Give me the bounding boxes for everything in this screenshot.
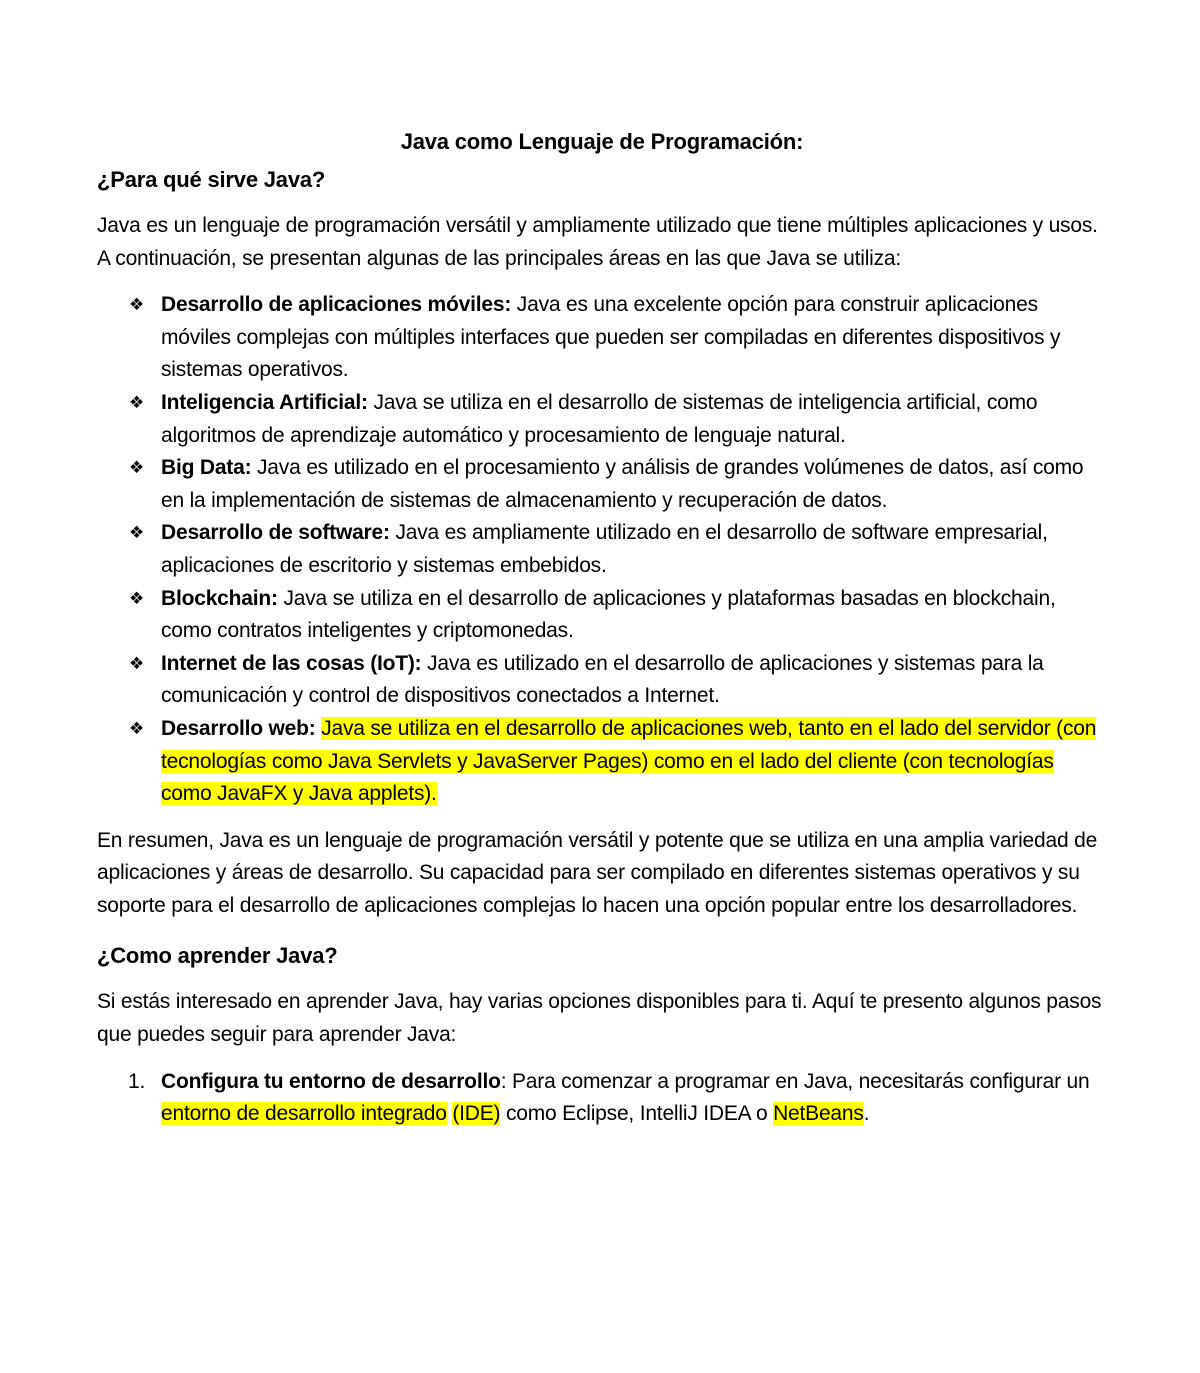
diamond-bullet-icon: ❖ — [129, 458, 145, 479]
diamond-bullet-icon: ❖ — [129, 588, 145, 609]
list-item — [129, 517, 1107, 582]
item-label: Desarrollo web: — [161, 716, 316, 740]
list-item — [129, 289, 1107, 387]
item-text: Java es utilizado en el desarrollo de aplicaciones y sistemas para la comunicación y control de dispositivos conectados a Internet. — [161, 651, 1044, 708]
item-label: Big Data: — [161, 456, 252, 480]
step-text: . — [863, 1102, 870, 1126]
highlighted-text: entorno de desarrollo integrado — [161, 1102, 447, 1126]
item-text: Java es una excelente opción para construir aplicaciones móviles complejas con múltiples interfaces que pueden ser compiladas en diferentes dispositivos y sistemas operativos. — [161, 293, 1061, 382]
list-item — [129, 713, 1107, 811]
section-heading-para-que: ¿Para qué sirve Java? — [97, 167, 326, 192]
document-title: Java como Lenguaje de Programación: — [400, 129, 804, 154]
steps-list — [97, 1066, 1107, 1131]
step-number: 1. — [128, 1069, 146, 1093]
item-label: Internet de las cosas (IoT): — [161, 651, 422, 675]
step-text: : Para comenzar a programar en Java, necesitarás configurar un — [500, 1069, 1090, 1093]
item-text: Java se utiliza en el desarrollo de sistemas de inteligencia artificial, como algoritmos de aprendizaje automático y procesamiento de lenguaje natural. — [161, 390, 1038, 447]
areas-list — [97, 289, 1107, 811]
highlighted-text: NetBeans — [773, 1102, 864, 1126]
highlighted-text: (IDE) — [452, 1102, 501, 1126]
summary-paragraph: En resumen, Java es un lenguaje de programación versátil y potente que se utiliza en una amplia variedad de aplicaciones y áreas de desarrollo. Su capacidad para ser compilado en diferentes sistemas operativos y su soporte para el desarrollo de aplicaciones complejas lo hacen una opción popular entre los desarrolladores. — [97, 828, 1098, 917]
step-text: como Eclipse, IntelliJ IDEA o — [500, 1102, 774, 1126]
step-label: Configura tu entorno de desarrollo — [161, 1069, 501, 1093]
intro-paragraph: Java es un lenguaje de programación versátil y ampliamente utilizado que tiene múltiples aplicaciones y usos. A continuación, se presentan algunas de las principales áreas en las que Java se utiliza: — [97, 214, 1098, 270]
diamond-bullet-icon: ❖ — [129, 653, 145, 674]
item-text: Java se utiliza en el desarrollo de aplicaciones y plataformas basadas en blockchain, como contratos inteligentes y criptomonedas. — [161, 586, 1056, 643]
item-label: Desarrollo de software: — [161, 521, 390, 545]
learn-intro-paragraph: Si estás interesado en aprender Java, hay varias opciones disponibles para ti. Aquí te presento algunos pasos que puedes seguir para aprender Java: — [97, 990, 1102, 1047]
item-label: Blockchain: — [161, 586, 278, 610]
item-text: Java es utilizado en el procesamiento y análisis de grandes volúmenes de datos, así como en la implementación de sistemas de almacenamiento y recuperación de datos. — [161, 456, 1084, 512]
item-label: Desarrollo de aplicaciones móviles: — [161, 293, 512, 317]
diamond-bullet-icon: ❖ — [129, 718, 145, 739]
diamond-bullet-icon: ❖ — [129, 392, 145, 413]
list-item — [129, 648, 1107, 713]
document-page — [97, 124, 1107, 1131]
list-item — [129, 583, 1107, 648]
list-item — [129, 387, 1107, 452]
diamond-bullet-icon: ❖ — [129, 295, 145, 316]
section-heading-como-aprender: ¿Como aprender Java? — [97, 943, 338, 969]
highlighted-text: Java se utiliza en el desarrollo de aplicaciones web, tanto en el lado del servidor (con tecnologías como Java Servlets y JavaServer Pages) como en el lado del cliente (con tecnologías como JavaFX y Java applets). — [161, 716, 1097, 806]
diamond-bullet-icon: ❖ — [129, 523, 145, 544]
step-item — [128, 1066, 1107, 1131]
item-text: Java es ampliamente utilizado en el desarrollo de software empresarial, aplicaciones de escritorio y sistemas embebidos. — [161, 521, 1048, 577]
list-item — [129, 452, 1107, 517]
item-label: Inteligencia Artificial: — [161, 390, 368, 414]
